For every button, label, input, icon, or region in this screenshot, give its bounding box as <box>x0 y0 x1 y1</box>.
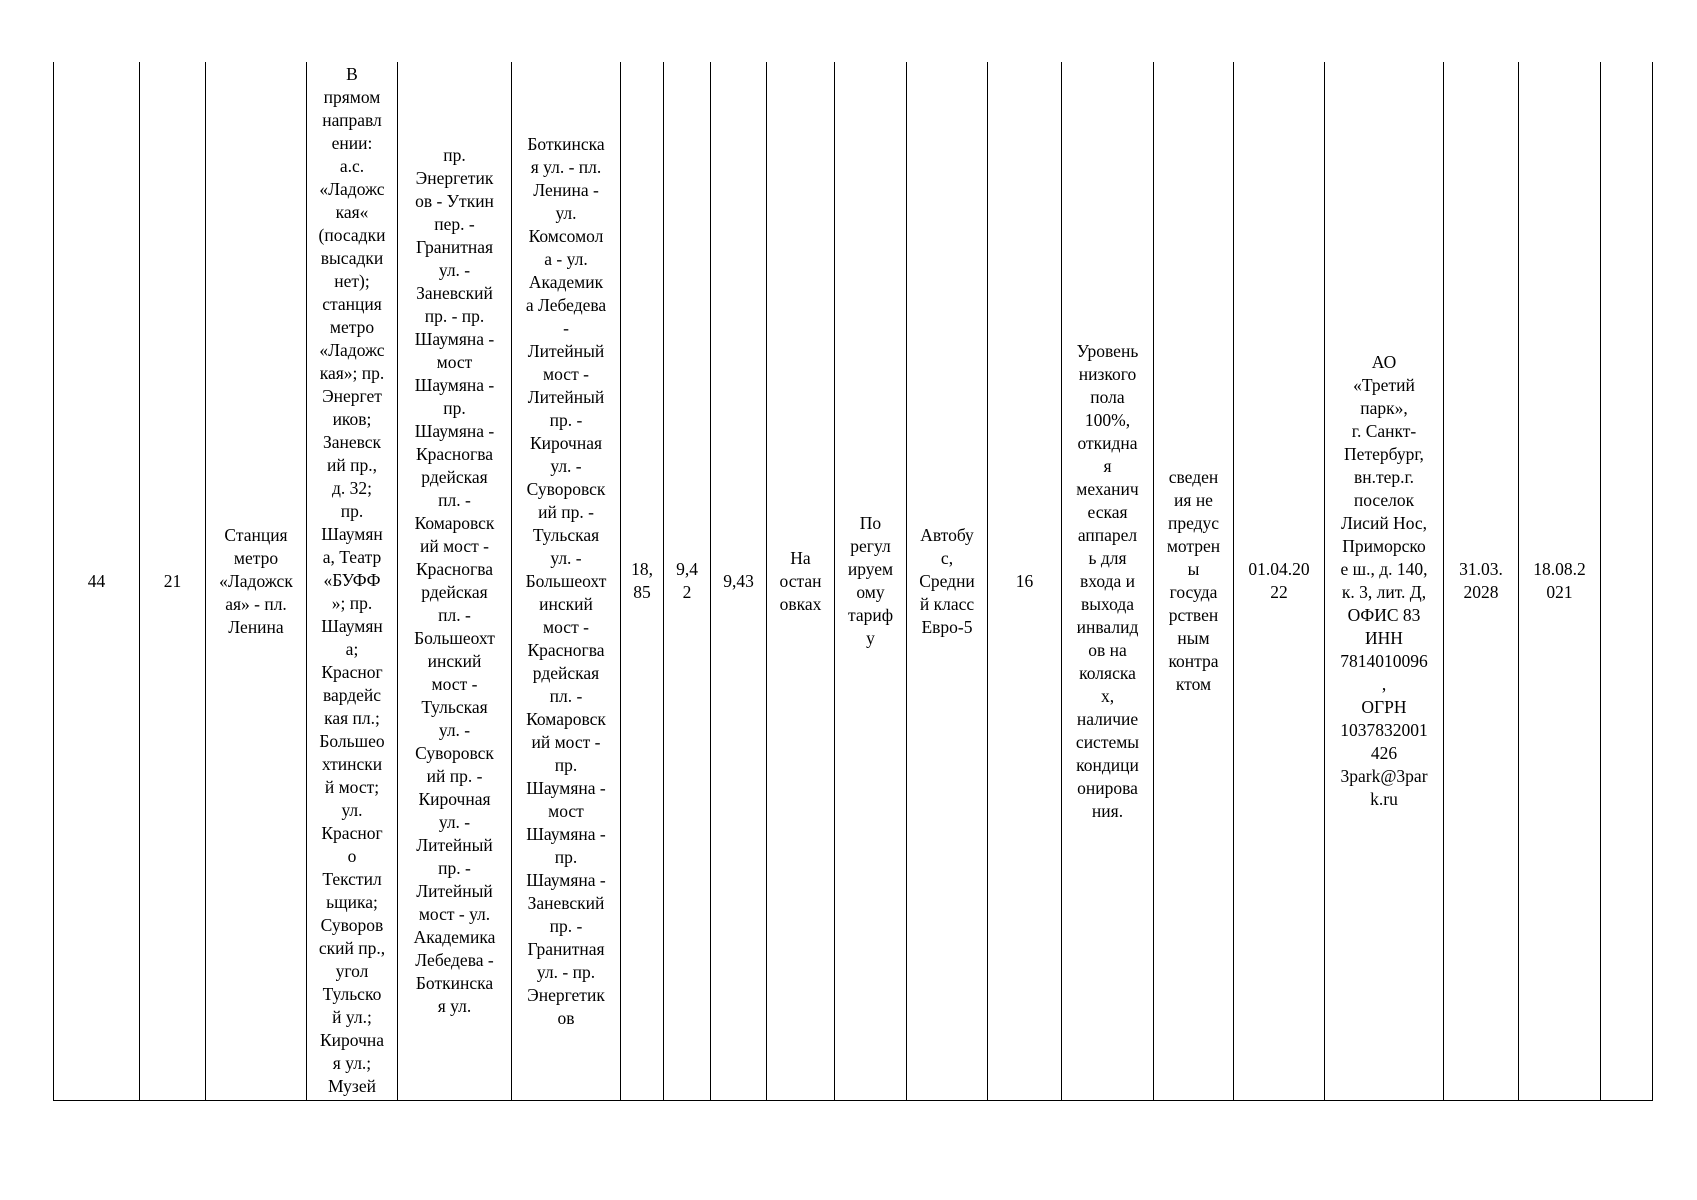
vehicle-count: 16 <box>1015 570 1034 591</box>
contract-info: сведен ия не предус мотрен ы госуда рствен ным контра ктом <box>1166 467 1221 694</box>
stops-cell <box>307 62 398 1101</box>
route-name: Станция метро «Ладожск ая» - пл. Ленина <box>219 524 293 637</box>
decision-date: 18.08.2 021 <box>1533 559 1586 602</box>
length-forward: 9,4 2 <box>676 559 698 602</box>
tariff-type-cell <box>835 62 907 1101</box>
end-date-cell <box>1444 62 1519 1101</box>
stops-list: В прямом направл ении: а.с. «Ладожс кая« (посадки высадки нет); станция метро «Ладожс кая»; пр. Энергет иков; Заневск ий пр., д. 32; пр. Шаумян а, Театр «БУФФ »; пр. Шаумян а; Красног вардейс кая пл.; Большео хтински й мост; ул. Красног о Текстил ьщика; Суворов ский пр., угол Тульско й ул.; Кирочна я ул.; Музей <box>318 63 386 1096</box>
length-forward-cell <box>664 62 711 1101</box>
boarding-procedure: На остан овках <box>779 547 822 614</box>
vehicle-count-cell <box>988 62 1062 1101</box>
vehicle-characteristics: Уровень низкого пола 100%, откидна я механич еская аппарел ь для входа и выхода инвалид ов на коляска х, наличие системы кондици онирова ния. <box>1075 340 1140 821</box>
length-backward-cell <box>711 62 767 1101</box>
row-number-cell <box>54 62 140 1101</box>
extra-cell <box>1601 62 1653 1101</box>
streets-forward: пр. Энергетик ов - Уткин пер. - Гранитная ул. - Заневский пр. - пр. Шаумяна - мост Шаумяна - пр. Шаумяна - Красногва рдейская пл. - Комаровск ий мост - Красногва рдейская пл. - Большеохт инский мост - Тульская ул. - Суворовск ий пр. - Кирочная ул. - Литейный пр. - Литейный мост - ул. Академика Лебедева - Боткинска я ул. <box>413 145 496 1016</box>
vehicle-cell <box>907 62 988 1101</box>
route-number: 21 <box>163 570 182 591</box>
streets-forward-cell <box>398 62 512 1101</box>
end-date: 31.03. 2028 <box>1459 559 1503 602</box>
carrier-cell <box>1325 62 1444 1101</box>
route-name-cell <box>206 62 307 1101</box>
streets-backward-cell <box>512 62 621 1101</box>
contract-info-cell <box>1154 62 1234 1101</box>
carrier-info: АО «Третий парк», г. Санкт- Петербург, вн.тер.г. поселок Лисий Нос, Приморско е ш., д. 140, к. 3, лит. Д, ОФИС 83 ИНН 7814010096 , ОГРН 1037832001 426 3park@3par k.ru <box>1340 352 1428 809</box>
route-registry-table <box>53 62 1653 1101</box>
table-row <box>54 62 1653 1101</box>
row-number: 44 <box>87 570 106 591</box>
boarding-procedure-cell <box>767 62 835 1101</box>
decision-date-cell <box>1519 62 1601 1101</box>
tariff-type: По регул ируем ому тариф у <box>847 513 894 648</box>
vehicle-characteristics-cell <box>1062 62 1154 1101</box>
streets-backward: Боткинска я ул. - пл. Ленина - ул. Комсомол а - ул. Академик а Лебедева - Литейный мост - Литейный пр. - Кирочная ул. - Суворовск ий пр. - Тульская ул. - Большеохт инский мост - Красногва рдейская пл. - Комаровск ий мост - пр. Шаумяна - мост Шаумяна - пр. Шаумяна - Заневский пр. - Гранитная ул. - пр. Энергетик ов <box>525 133 607 1028</box>
length-total-cell <box>621 62 664 1101</box>
start-date: 01.04.20 22 <box>1248 559 1310 602</box>
length-total: 18, 85 <box>631 559 653 602</box>
vehicle-type: Автобу с, Средни й класс Евро-5 <box>919 524 975 637</box>
route-number-cell <box>140 62 206 1101</box>
length-backward: 9,43 <box>723 570 754 591</box>
start-date-cell <box>1234 62 1325 1101</box>
